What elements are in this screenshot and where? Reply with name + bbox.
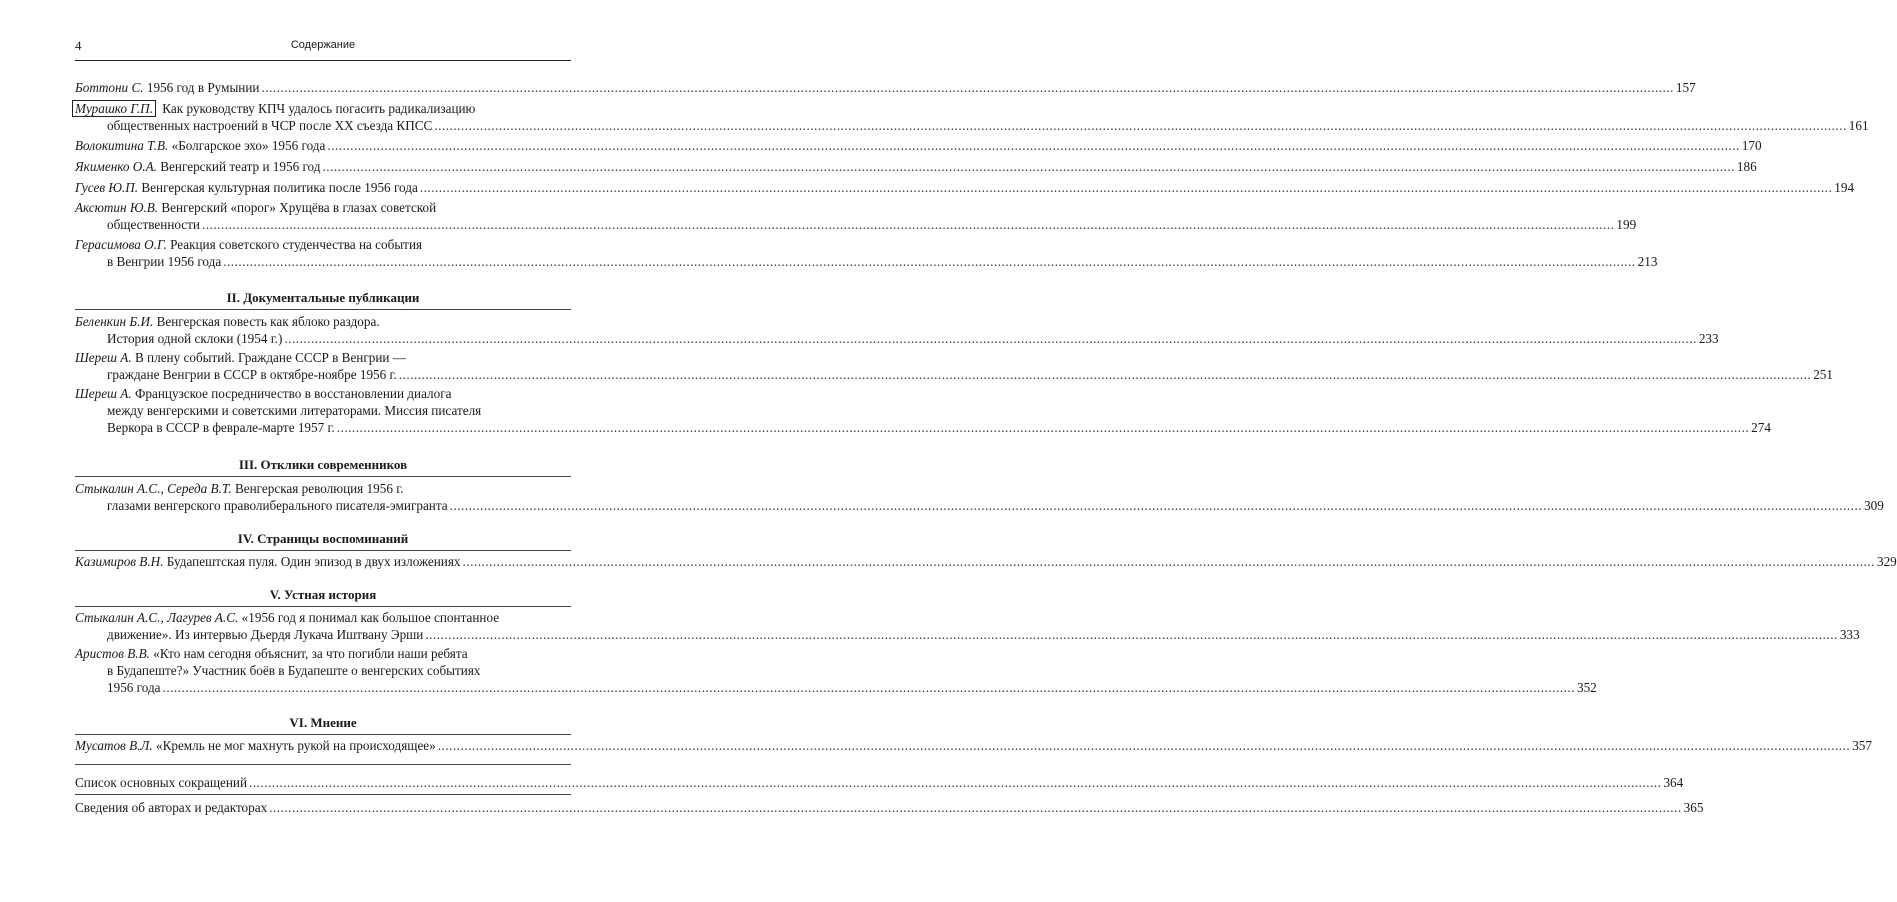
section-divider: [75, 476, 571, 477]
entry-page: 186: [1736, 159, 1757, 174]
section-heading: III. Отклики современников: [238, 457, 408, 472]
dot-leader: [202, 216, 1614, 233]
toc-entry[interactable]: [75, 100, 571, 117]
dot-leader: [399, 366, 1811, 383]
toc-entry-continuation: [107, 216, 1637, 233]
entry-page: 170: [1741, 138, 1762, 153]
dot-leader: [438, 737, 1850, 754]
section-divider: [75, 734, 571, 735]
entry-title: История одной склоки (1954 г.): [107, 331, 283, 346]
running-head: Содержание: [290, 39, 356, 51]
dot-leader: [163, 679, 1575, 696]
toc-entry[interactable]: [75, 199, 571, 216]
entry-title: Сведения об авторах и редакторах: [75, 800, 268, 815]
entry-page: 233: [1698, 331, 1719, 346]
entry-page: 357: [1852, 738, 1872, 753]
toc-entry-continuation: [107, 402, 571, 419]
entry-title: Веркора в СССР в феврале-марте 1957 г.: [107, 420, 335, 435]
entry-author: Беленкин Б.И.: [75, 314, 154, 329]
entry-author: Аксютин Ю.В.: [75, 200, 159, 215]
entry-title: глазами венгерского праволиберального писателя-эмигранта: [107, 498, 448, 513]
entry-page: 199: [1616, 217, 1637, 232]
entry-page: 161: [1848, 118, 1869, 133]
entry-author: Стыкалин А.С., Середа В.Т.: [75, 481, 232, 496]
toc-entry-continuation: [107, 626, 1860, 643]
entry-title: в Венгрии 1956 года: [107, 254, 222, 269]
dot-leader: [434, 117, 1846, 134]
entry-page: 329: [1876, 554, 1897, 569]
dot-leader: [337, 419, 1749, 436]
entry-author: Гусев Ю.П.: [75, 180, 139, 195]
entry-page: 352: [1576, 680, 1597, 695]
entry-author: Якименко О.А.: [75, 159, 157, 174]
entry-page: 213: [1637, 254, 1658, 269]
entry-page: 364: [1663, 775, 1684, 790]
toc-entry-continuation: [107, 662, 571, 679]
entry-title: Венгерская повесть как яблоко раздора.: [156, 314, 380, 329]
entry-title: Венгерский «порог» Хрущёва в глазах советской: [161, 200, 437, 215]
entry-title: общественности: [107, 217, 200, 232]
entry-author: Аристов В.В.: [75, 646, 150, 661]
entry-title: Венгерская культурная политика после 1956 года: [141, 180, 418, 195]
entry-title: Как руководству КПЧ удалось погасить радикализацию: [162, 101, 476, 116]
entry-author: Мусатов В.Л.: [75, 738, 153, 753]
toc-entry[interactable]: [75, 737, 1872, 754]
dot-leader: [450, 497, 1862, 514]
toc-entry-continuation: [107, 679, 1597, 696]
page-number: 4: [75, 38, 82, 53]
toc-entry[interactable]: [75, 137, 1762, 154]
dot-leader: [322, 158, 1734, 175]
entry-author-highlighted: Мурашко Г.П.: [72, 100, 156, 117]
section-heading: VI. Мнение: [289, 715, 357, 730]
toc-entry[interactable]: [75, 799, 1704, 816]
section-divider: [75, 794, 571, 795]
entry-title: Французское посредничество в восстановлении диалога: [134, 386, 452, 401]
section-divider: [75, 606, 571, 607]
entry-title: Венгерская революция 1956 г.: [234, 481, 404, 496]
entry-author: Шереш А.: [75, 350, 132, 365]
entry-title: в Будапеште?» Участник боёв в Будапеште о венгерских событиях: [107, 663, 481, 678]
entry-title: «Болгарское эхо» 1956 года: [171, 138, 326, 153]
toc-entry-continuation: [107, 253, 1658, 270]
section-divider: [75, 764, 571, 765]
entry-page: 157: [1675, 80, 1696, 95]
toc-entry-continuation: [107, 497, 1884, 514]
section-heading: V. Устная история: [269, 587, 377, 602]
entry-title: «Кремль не мог махнуть рукой на происходящее»: [155, 738, 436, 753]
entry-title: 1956 года: [107, 680, 161, 695]
entry-title: Венгерский театр и 1956 год: [160, 159, 321, 174]
toc-entry-continuation: [107, 330, 1719, 347]
toc-entry-continuation: [107, 117, 1869, 134]
toc-entry-continuation: [107, 366, 1833, 383]
entry-title: общественных настроений в ЧСР после XX съезда КПСС: [107, 118, 433, 133]
section-heading: II. Документальные публикации: [226, 290, 420, 305]
section-heading: IV. Страницы воспоминаний: [237, 531, 409, 546]
toc-entry[interactable]: [75, 158, 1757, 175]
entry-title: между венгерскими и советскими литераторами. Миссия писателя: [107, 403, 482, 418]
dot-leader: [425, 626, 1837, 643]
entry-page: 274: [1751, 420, 1771, 435]
dot-leader: [261, 79, 1673, 96]
entry-author: Стыкалин А.С., Лагурев А.С.: [75, 610, 239, 625]
header-rule: [75, 60, 571, 61]
dot-leader: [463, 553, 1875, 570]
entry-page: 194: [1834, 180, 1855, 195]
dot-leader: [269, 799, 1681, 816]
page-header: [75, 38, 571, 58]
toc-entry[interactable]: [75, 609, 571, 626]
toc-entry[interactable]: [75, 313, 571, 330]
entry-title: Будапештская пуля. Один эпизод в двух изложениях: [166, 554, 461, 569]
dot-leader: [420, 179, 1832, 196]
entry-author: Боттони С.: [75, 80, 144, 95]
toc-entry-continuation: [107, 419, 1771, 436]
entry-page: 333: [1839, 627, 1860, 642]
toc-entry[interactable]: [75, 79, 1696, 96]
entry-title: Реакция советского студенчества на события: [170, 237, 423, 252]
dot-leader: [223, 253, 1635, 270]
entry-author: Герасимова О.Г.: [75, 237, 167, 252]
entry-author: Волокитина Т.В.: [75, 138, 169, 153]
entry-title: В плену событий. Граждане СССР в Венгрии —: [134, 350, 406, 365]
entry-page: 365: [1683, 800, 1704, 815]
toc-entry[interactable]: [75, 480, 571, 497]
toc-entry[interactable]: [75, 774, 1684, 791]
toc-entry[interactable]: [75, 645, 571, 662]
entry-title: граждане Венгрии в СССР в октябре-ноябре 1956 г.: [107, 367, 397, 382]
entry-title: 1956 год в Румынии: [146, 80, 260, 95]
entry-author: Казимиров В.Н.: [75, 554, 164, 569]
dot-leader: [284, 330, 1696, 347]
toc-entry[interactable]: [75, 349, 571, 366]
entry-page: 309: [1864, 498, 1884, 513]
entry-title: «1956 год я понимал как большое спонтанное: [241, 610, 500, 625]
entry-author: Шереш А.: [75, 386, 132, 401]
dot-leader: [249, 774, 1661, 791]
toc-entry[interactable]: [75, 236, 571, 253]
entry-title: «Кто нам сегодня объяснит, за что погибли наши ребята: [153, 646, 468, 661]
section-divider: [75, 309, 571, 310]
toc-entry[interactable]: [75, 553, 1897, 570]
entry-title: движение». Из интервью Дьердя Лукача Иштвану Эрши: [107, 627, 424, 642]
section-divider: [75, 550, 571, 551]
toc-entry[interactable]: [75, 385, 571, 402]
entry-page: 251: [1813, 367, 1833, 382]
dot-leader: [327, 137, 1739, 154]
toc-entry[interactable]: [75, 179, 1855, 196]
entry-title: Список основных сокращений: [75, 775, 248, 790]
